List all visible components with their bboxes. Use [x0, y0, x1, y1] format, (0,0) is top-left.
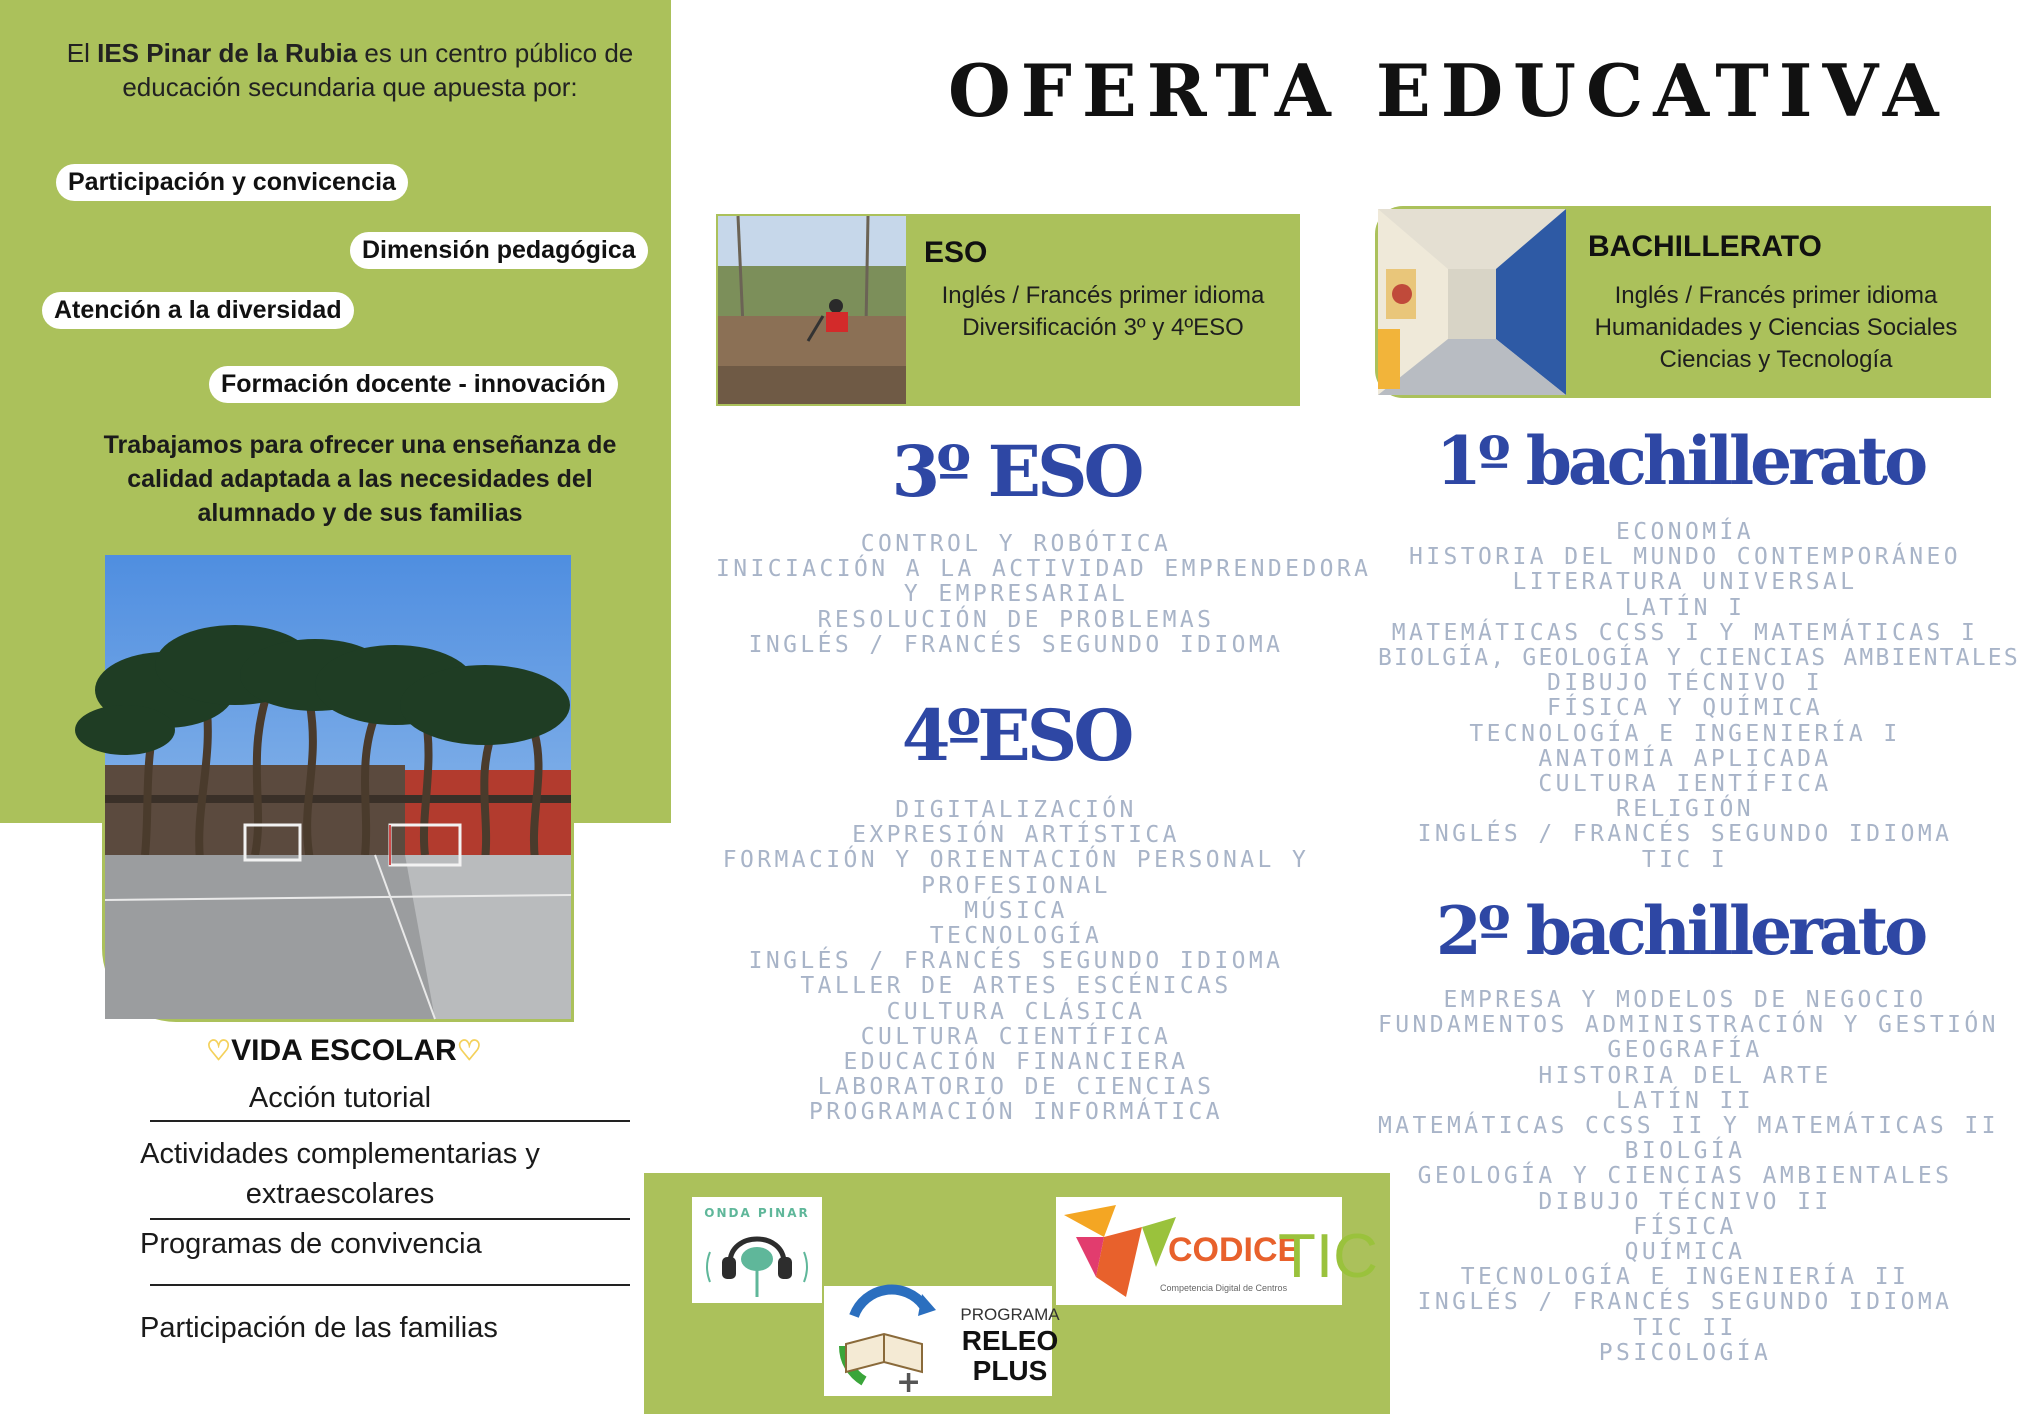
vida-escolar-title: VIDA ESCOLAR [231, 1034, 457, 1067]
codice-subtitle: Competencia Digital de Centros [1160, 1283, 1288, 1293]
bach2-subject-list [1378, 987, 1999, 1366]
releo-text: RELEO [961, 1325, 1059, 1356]
subject-item: INICIACIÓN A LA ACTIVIDAD EMPRENDEDORA [716, 556, 1372, 583]
subject-item: ANATOMÍA APLICADA [1538, 745, 1832, 772]
subject-item: EXPRESIÓN ARTÍSTICA [852, 822, 1180, 849]
bach1-heading: 1º bachillerato [1435, 422, 1925, 500]
bach1-subject-list [1378, 519, 2020, 873]
plus-icon: + [896, 1365, 922, 1400]
subject-item: BIOLGÍA [1624, 1138, 1746, 1165]
subject-item: GEOGRAFÍA [1607, 1037, 1763, 1064]
subject-item: FÍSICA Y QUÍMICA [1547, 695, 1823, 722]
subject-item: Y EMPRESARIAL [903, 581, 1129, 608]
book-icon [824, 1286, 1060, 1400]
eso4-subject-list [716, 798, 1316, 1126]
subject-item: RELIGIÓN [1616, 796, 1754, 823]
subject-item: DIGITALIZACIÓN [895, 797, 1137, 823]
subject-item: HISTORIA DEL ARTE [1538, 1062, 1832, 1089]
subject-item: TECNOLOGÍA E INGENIERÍA II [1460, 1264, 1910, 1291]
subject-item: PROFESIONAL [921, 872, 1111, 899]
subject-item: BIOLGÍA, GEOLOGÍA Y CIENCIAS AMBIENTALES [1378, 645, 2020, 672]
subject-item: FORMACIÓN Y ORIENTACIÓN PERSONAL Y [722, 847, 1310, 874]
garden-illustration [718, 216, 906, 404]
subject-item: INGLÉS / FRANCÉS SEGUNDO IDIOMA [748, 948, 1284, 975]
intro-text [40, 36, 660, 104]
eso3-heading: 3º ESO [891, 430, 1141, 513]
bachillerato-card-line: Inglés / Francés primer idioma [1614, 282, 1938, 309]
pill-participacion: Participación y convicencia [56, 164, 408, 201]
tic-text: TIC [1278, 1222, 1378, 1291]
subject-item: INGLÉS / FRANCÉS SEGUNDO IDIOMA [1417, 1289, 1953, 1316]
subject-item: INGLÉS / FRANCÉS SEGUNDO IDIOMA [748, 631, 1284, 658]
pill-atencion-diversidad: Atención a la diversidad [42, 292, 354, 329]
codice-tic-emblem [1056, 1197, 1378, 1305]
codice-tic-logo [1056, 1197, 1378, 1305]
subject-item: INGLÉS / FRANCÉS SEGUNDO IDIOMA [1417, 821, 1953, 848]
divider [150, 1218, 630, 1220]
subject-item: PSICOLOGÍA [1598, 1339, 1772, 1366]
bachillerato-card-title: BACHILLERATO [1588, 230, 1822, 263]
subject-item: PROGRAMACIÓN INFORMÁTICA [809, 1099, 1223, 1126]
subject-item: LATÍN II [1616, 1087, 1754, 1114]
subject-item: TIC I [1641, 846, 1729, 873]
intro-prefix: El [66, 38, 98, 68]
subject-item: TIC II [1633, 1314, 1737, 1341]
heart-icon: ♡ [456, 1035, 482, 1066]
vida-item-programas-convivencia: Programas de convivencia [140, 1228, 482, 1260]
bachillerato-card-line: Ciencias y Tecnología [1659, 346, 1893, 373]
subject-item: HISTORIA DEL MUNDO CONTEMPORÁNEO [1409, 544, 1961, 571]
eso-card-line: Inglés / Francés primer idioma [941, 282, 1265, 309]
subject-item: MATEMÁTICAS CCSS II Y MATEMÁTICAS II [1378, 1113, 1999, 1140]
pill-dimension-pedagogica: Dimensión pedagógica [350, 232, 648, 269]
eso-card-title: ESO [924, 236, 988, 269]
mission-statement: Trabajamos para ofrecer una enseñanza de calidad adaptada a las necesidades del alumnado y de sus familias [103, 431, 617, 527]
page-title: OFERTA EDUCATIVA [948, 48, 1949, 133]
pill-formacion-docente: Formación docente - innovación [209, 366, 618, 403]
intro-rest: es un centro público de educación secundaria que apuesta por: [122, 38, 634, 102]
eso-card-line: Diversificación 3º y 4ºESO [962, 314, 1244, 341]
subject-item: LABORATORIO DE CIENCIAS [817, 1074, 1215, 1101]
subject-item: TECNOLOGÍA E INGENIERÍA I [1469, 720, 1901, 747]
subject-item: FUNDAMENTOS ADMINISTRACIÓN Y GESTIÓN [1378, 1012, 1999, 1039]
vida-item-actividades: Actividades complementarias y extraescolares [140, 1138, 540, 1210]
vida-item-participacion-familias: Participación de las familias [140, 1312, 498, 1344]
bach2-heading: 2º bachillerato [1435, 892, 1925, 970]
school-name: IES Pinar de la Rubia [97, 38, 358, 68]
subject-item: CULTURA CIENTÍFICA [860, 1023, 1172, 1050]
onda-pinar-text: ONDA PINAR [704, 1206, 810, 1220]
vida-escolar-heading [206, 1034, 482, 1068]
vida-item-accion-tutorial: Acción tutorial [248, 1082, 432, 1114]
bachillerato-card-line: Humanidades y Ciencias Sociales [1594, 314, 1958, 341]
corridor-photo [1378, 209, 1566, 395]
subject-item: CULTURA CLÁSICA [886, 998, 1146, 1025]
subject-item: CONTROL Y ROBÓTICA [860, 531, 1172, 557]
divider [150, 1284, 630, 1286]
subject-item: RESOLUCIÓN DE PROBLEMAS [817, 606, 1215, 633]
divider [150, 1120, 630, 1122]
eso4-heading: 4ºESO [901, 694, 1131, 777]
subject-item: FÍSICA [1633, 1213, 1737, 1240]
subject-item: DIBUJO TÉCNIVO II [1538, 1188, 1832, 1215]
releo-plus-logo [824, 1286, 1060, 1400]
onda-pinar-logo [692, 1197, 822, 1303]
subject-item: MÚSICA [964, 897, 1068, 924]
subject-item: ECONOMÍA [1616, 519, 1754, 545]
codice-text: CODICE [1168, 1231, 1301, 1269]
subject-item: TALLER DE ARTES ESCÉNICAS [800, 973, 1232, 1000]
corridor-illustration [1378, 209, 1566, 395]
subject-item: EDUCACIÓN FINANCIERA [843, 1049, 1189, 1076]
subject-item: MATEMÁTICAS CCSS I Y MATEMÁTICAS I [1391, 619, 1979, 646]
subject-item: EMPRESA Y MODELOS DE NEGOCIO [1443, 987, 1927, 1013]
subject-item: LITERATURA UNIVERSAL [1512, 569, 1858, 596]
school-yard-photo [102, 552, 574, 1022]
subject-item: DIBUJO TÉCNIVO I [1547, 670, 1823, 697]
subject-item: GEOLOGÍA Y CIENCIAS AMBIENTALES [1417, 1163, 1953, 1190]
releo-plus-text: PLUS [972, 1355, 1048, 1386]
pine-trees-illustration [105, 555, 571, 1019]
headphones-icon [692, 1197, 822, 1303]
releo-programa-text: PROGRAMA [960, 1305, 1060, 1324]
heart-icon: ♡ [206, 1035, 232, 1066]
subject-item: CULTURA IENTÍFICA [1538, 771, 1832, 798]
garden-photo [718, 216, 906, 404]
subject-item: LATÍN I [1624, 594, 1746, 621]
subject-item: TECNOLOGÍA [929, 923, 1103, 950]
eso3-subject-list [716, 531, 1372, 658]
subject-item: QUÍMICA [1624, 1239, 1746, 1266]
